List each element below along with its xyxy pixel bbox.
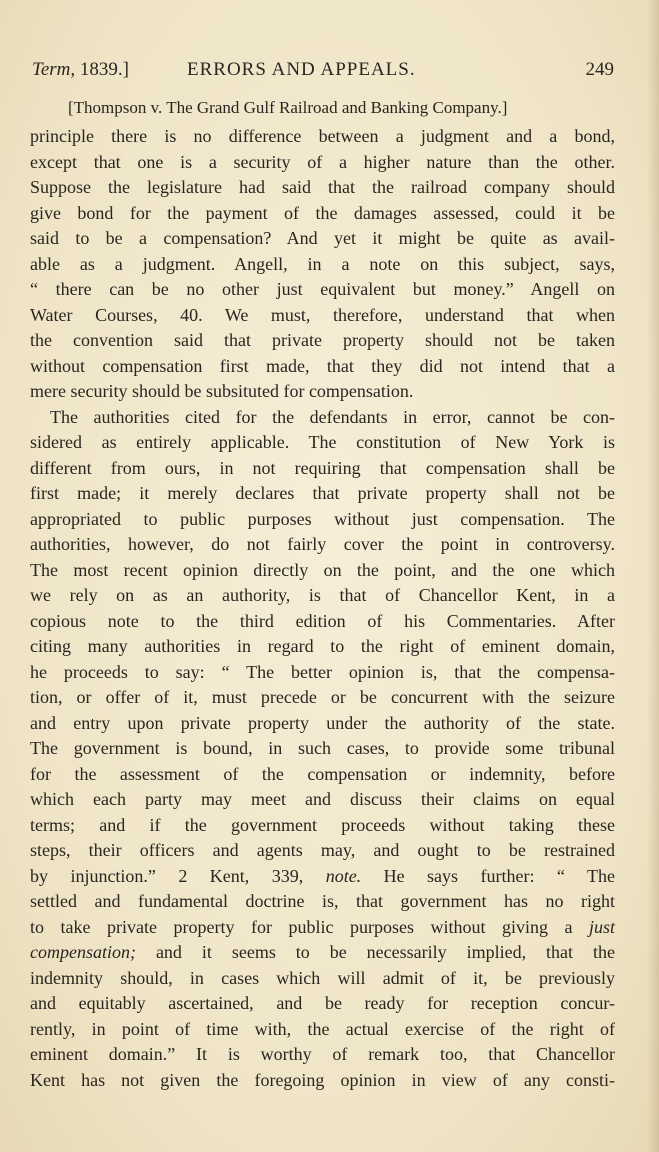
header-title: ERRORS AND APPEALS. — [187, 59, 416, 80]
text-line: said to be a compensation? And yet it might be quite as avail- — [30, 228, 615, 248]
text-line: The government is bound, in such cases, to provide some tribunal — [30, 738, 615, 758]
text-line: different from ours, in not requiring that compensation shall be — [30, 457, 615, 478]
text-line: “ there can be no other just equivalent but money.” Angell on — [30, 279, 615, 299]
text-line: The most recent opinion directly on the point, and the one which — [30, 559, 615, 580]
text-line: copious note to the third edition of his Commentaries. After — [30, 610, 615, 631]
text-line: The authorities cited for the defendants in error, cannot be con- — [50, 406, 615, 427]
running-header — [32, 56, 614, 84]
text-line: which each party may meet and discuss their claims on equal — [30, 789, 615, 809]
page-edge-shadow — [647, 0, 659, 1152]
text-line — [30, 915, 615, 941]
text-line: authorities, however, do not fairly cover the point in controversy. — [30, 534, 615, 554]
text-line: and equitably ascertained, and be ready for reception concur- — [30, 993, 615, 1013]
text-line: appropriated to public purposes without just compensation. The — [30, 508, 615, 529]
text-segment: He says further: “ The — [361, 865, 616, 886]
text-line: sidered as entirely applicable. The constitution of New York is — [30, 432, 615, 452]
text-line: he proceeds to say: “ The better opinion is, that the compensa- — [30, 661, 615, 682]
header-term-italic: Term, — [32, 59, 76, 80]
text-line: indemnity should, in cases which will admit of it, be previously — [30, 967, 615, 988]
text-line: settled and fundamental doctrine is, that government has no right — [30, 891, 615, 911]
text-line: tion, or offer of it, must precede or be concurrent with the seizure — [30, 687, 615, 707]
italic-segment: compensation; — [30, 942, 136, 962]
text-line — [30, 940, 615, 966]
text-line — [30, 864, 615, 890]
text-line: able as a judgment. Angell, in a note on this subject, says, — [30, 253, 615, 274]
text-line: give bond for the payment of the damages assessed, could it be — [30, 202, 615, 223]
text-line: mere security should be subsituted for compensation. — [30, 381, 414, 401]
case-caption: [Thompson v. The Grand Gulf Railroad and Banking Company.] — [68, 98, 508, 117]
text-line: steps, their officers and agents may, and ought to be restrained — [30, 840, 615, 860]
text-line: except that one is a security of a higher nature than the other. — [30, 151, 615, 172]
text-line: we rely on as an authority, is that of Chancellor Kent, in a — [30, 585, 615, 605]
italic-segment: note. — [325, 865, 362, 886]
text-line: Suppose the legislature had said that the railroad company should — [30, 177, 615, 197]
text-line: Kent has not given the foregoing opinion in view of any consti- — [30, 1069, 615, 1090]
text-line: first made; it merely declares that private property shall not be — [30, 483, 615, 503]
text-line: the convention said that private property should not be taken — [30, 330, 615, 350]
body-text — [30, 124, 615, 1093]
text-line: and entry upon private property under the authority of the state. — [30, 712, 615, 733]
page-number: 249 — [585, 59, 614, 80]
text-line: principle there is no difference between a judgment and a bond, — [30, 126, 615, 146]
text-segment: and it seems to be necessarily implied, that the — [135, 942, 615, 962]
text-line: without compensation first made, that they did not intend that a — [30, 355, 615, 376]
text-line: for the assessment of the compensation or indemnity, before — [30, 763, 615, 784]
text-segment: to take private property for public purposes without giving a — [30, 916, 573, 937]
text-segment: by injunction.” 2 Kent, 339, — [30, 865, 304, 886]
text-line: citing many authorities in regard to the right of eminent domain, — [30, 636, 615, 656]
text-line: eminent domain.” It is worthy of remark too, that Chancellor — [30, 1044, 615, 1064]
header-term — [32, 56, 129, 84]
text-line: Water Courses, 40. We must, therefore, understand that when — [30, 304, 615, 325]
italic-segment: just — [589, 916, 616, 937]
text-line: terms; and if the government proceeds without taking these — [30, 814, 615, 835]
text-line: rently, in point of time with, the actual exercise of the right of — [30, 1018, 615, 1039]
header-term-year: 1839.] — [75, 59, 129, 80]
